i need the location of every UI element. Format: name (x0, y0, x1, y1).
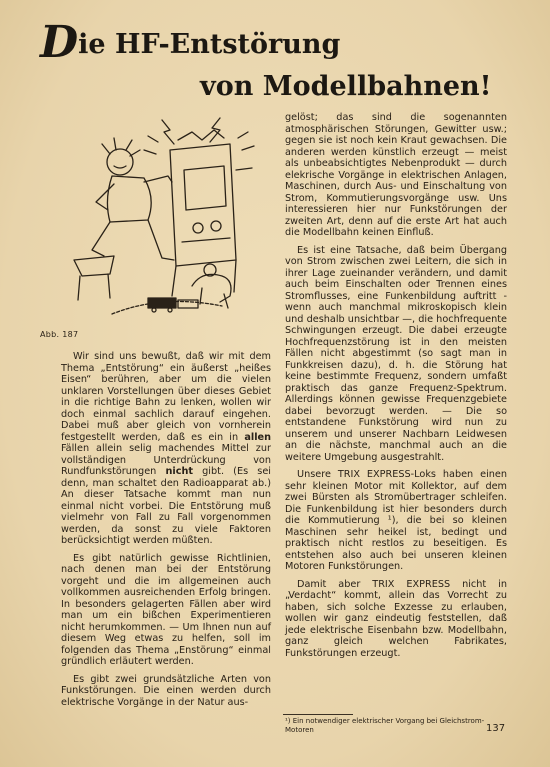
emphasis-nicht: nicht (165, 466, 193, 477)
right-column (285, 112, 507, 665)
figure-caption: Abb. 187 (40, 330, 79, 339)
left-paragraph-1 (61, 351, 271, 547)
left-paragraph-3: Es gibt zwei grundsätzliche Arten von Funkstörungen. Die einen werden durch elektrische Vorgänge in der Natur aus- (61, 673, 271, 708)
emphasis-allen: allen (244, 431, 271, 443)
title-line-1-text: ie HF-Entstörung (78, 29, 341, 60)
footnote-divider (283, 714, 353, 715)
left-p1-part-c: gibt. (Es sei denn, man schaltet den Radioapparat ab.) An dieser Tatsache kommt man nun einmal nicht vorbei. Die Entstörung muß vielmehr von Fall zu Fall vorgenommen werden, da sonst zu viele Faktoren berücksichtigt werden müßten. (61, 466, 271, 546)
title-line-2: von Modellbahnen! (200, 71, 492, 102)
left-column (61, 351, 271, 714)
title-dropcap: D (40, 17, 79, 68)
right-paragraph-4: Damit aber TRIX EXPRESS nicht in „Verdacht“ kommt, allein das Vorrecht zu haben, sich solche Exzesse zu erlauben, wollen wir ganz eindeutig feststellen, daß jede elektrische Eisenbahn bzw. Modellbahn, ganz gleich welchen Fabrikates, Funkstörungen erzeugt. (285, 578, 507, 659)
left-paragraph-2: Es gibt natürlich gewisse Richtlinien, nach denen man bei der Entstörung vorgeht und die im allgemeinen auch vollkommen ausreichenden Erfolg bringen. In besonders gelagerten Fällen aber wird man um ein bißchen Experimentieren nicht herumkommen. — Um Ihnen nun auf diesem Weg etwas zu helfen, soll im folgenden das Thema „Enstörung“ einmal gründlich erläutert werden. (61, 552, 271, 667)
left-p1-part-b: Fällen allein selig machendes Mittel zur vollständigen Unterdrückung von Rundfunkstörungen (61, 443, 271, 477)
man-at-radio-with-dog-and-train-illustration (52, 110, 260, 320)
right-paragraph-1: gelöst; das sind die sogenannten atmosphärischen Störungen, Gewitter usw.; gegen sie ist noch kein Kraut gewachsen. Die anderen werden künstlich erzeugt — meist als unbeabsichtigtes Nebenprodukt — durch elekrische Vorgänge in elektrischen Anlagen, Maschinen, durch Aus- und Einschaltung von Strom, Kommutierungsvorgänge usw. Uns interessieren hier nur Funkstörungen der zweiten Art, denn auf die erste Art hat auch die Modellbahn keinen Einfluß. (285, 112, 507, 238)
title-line-1 (40, 17, 341, 68)
right-paragraph-2: Es ist eine Tatsache, daß beim Übergang von Strom zwischen zwei Leitern, die sich in ihrer Lage zueinander verändern, und damit auch beim Einschalten oder Trennen eines Stromflusses, eine Funkenbildung auftritt - wenn auch manchmal mikroskopisch klein und deshalb unsichtbar —, die hochfrequente Schwingungen erzeugt. Die dabei erzeugte Hochfrequenzstörung ist in den meisten Fällen nicht abgestimmt (so sagt man in Funkkreisen dazu), d. h. die Störung hat keine bestimmte Frequenz, sondern umfaßt praktisch das ganze Frequenz-Spektrum. Allerdings können gewisse Frequenzgebiete dabei bevorzugt werden. — Die so entstandene Funkstörung wird nun zu unserem und unserer Nachbarn Leidwesen an die nächste, manchmal auch an die weitere Umgebung ausgestrahlt. (285, 244, 507, 463)
right-paragraph-3: Unsere TRIX EXPRESS-Loks haben einen sehr kleinen Motor mit Kollektor, auf dem zwei Bürsten als Stromübertrager schleifen. Die Funkenbildung ist hier besonders durch die Kommutierung ¹), die bei so kleinen Maschinen sehr heikel ist, bedingt und praktisch nicht restlos zu beseitigen. Es entstehen also auch bei unseren kleinen Motoren Funkstörungen. (285, 469, 507, 572)
page-number: 137 (486, 723, 506, 734)
left-p1-part-a: Wir sind uns bewußt, daß wir mit dem Thema „Entstörung“ ein äußerst „heißes Eisen“ berühren, aber um die vielen unklaren Vorstellungen über dieses Gebiet in die richtige Bahn zu lenken, wollen wir doch einmal sachlich darauf eingehen. Dabei muß aber gleich von vornherein festgestellt werden, daß es ein in (61, 351, 271, 443)
footnote: ¹) Ein notwendiger elektrischer Vorgang bei Gleichstrom-Motoren (285, 717, 485, 734)
